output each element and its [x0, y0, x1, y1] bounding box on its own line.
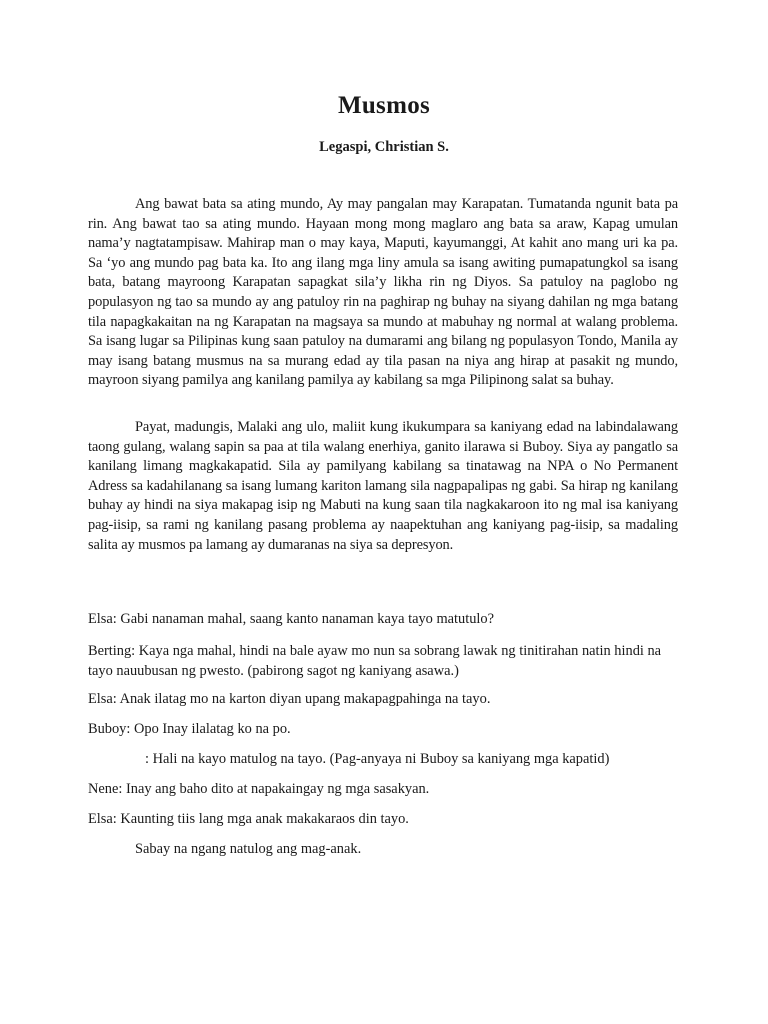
dialogue-line: Elsa: Gabi nanaman mahal, saang kanto nanaman kaya tayo matutulo?: [88, 611, 494, 627]
document-title: Musmos: [337, 92, 431, 119]
document-author: Legaspi, Christian S.: [319, 139, 449, 155]
body-paragraph: Ang bawat bata sa ating mundo, Ay may pangalan may Karapatan. Tumatanda ngunit bata pa rin. Ang bawat tao sa ating mundo. Hayaan mong mong maglaro ang bata sa araw, Kapag umulan nama’y nagtatampisaw. Mahirap man o may kaya, Maputi, kayumanggi, At kahit ano mang uri ka pa. Sa ‘yo ang mundo pag bata ka. Ito ang ilang mga liny amula sa isang awiting pumapatungkol sa isang bata, batang mayroong Karapatan sapagkat sila’y likha rin ng Diyos. Sa patuloy na paglobo ng populasyon ng tao sa mundo ay ang patuloy rin na paghirap ng buhay na siyang dahilan ng mga batang tila napagkakaitan na ng Karapatan na magsaya sa mundo at mabuhay ng normal at walang problema. Sa isang lugar sa Pilipinas kung saan patuloy na dumarami ang bilang ng populasyon Tondo, Manila ay may isang batang musmus na sa murang edad ay tila pasan na niya ang hirap at pasakit ng mundo, mayroon siyang pamilya ang kanilang pamilya ay kabilang sa mga Pilipinong salat sa buhay.: [88, 196, 678, 389]
body-paragraph: Payat, madungis, Malaki ang ulo, maliit kung ikukumpara sa kaniyang edad na labindalawang taong gulang, walang sapin sa paa at tila walang enerhiya, ganito ilarawa si Buboy. Siya ay pangatlo sa kanilang limang magkakapatid. Sila ay pamilyang kabilang sa tinatawag na NPA o No Permanent Adress sa kadahilanang sa isang lumang kariton lamang sila nagpapalipas ng gabi. Sa hirap ng kanilang buhay ay hindi na siya makapag isip ng Mabuti na kung saan tila nagkakaroon ito ng mal isa kaniyang pag-iisip, sa rami ng kanilang pasang problema ay naapektuhan ang kaniyang pag-iisip, sa madaling salita ay musmos pa lamang ay dumaranas na siya sa depresyon.: [88, 419, 678, 553]
dialogue-line: Elsa: Anak ilatag mo na karton diyan upang makapagpahinga na tayo.: [88, 691, 491, 707]
dialogue-line: Elsa: Kaunting tiis lang mga anak makakaraos din tayo.: [88, 811, 409, 827]
dialogue-line: Berting: Kaya nga mahal, hindi na bale ayaw mo nun sa sobrang lawak ng tinitirahan natin hindi na tayo nauubusan ng pwesto. (pabirong sagot ng kaniyang asawa.): [88, 643, 662, 679]
dialogue-line: : Hali na kayo matulog na tayo. (Pag-anyaya ni Buboy sa kaniyang mga kapatid): [145, 751, 610, 767]
dialogue-line: Buboy: Opo Inay ilalatag ko na po.: [88, 721, 291, 737]
closing-line: Sabay na ngang natulog ang mag-anak.: [135, 841, 362, 857]
dialogue-line: Nene: Inay ang baho dito at napakaingay ng mga sasakyan.: [88, 781, 430, 797]
